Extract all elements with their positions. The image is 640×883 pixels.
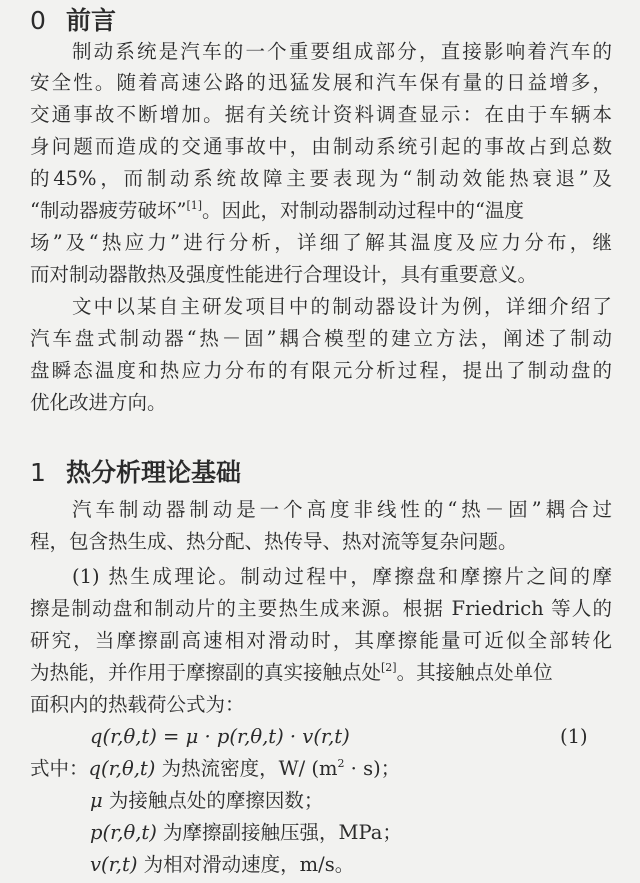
section-heading-0 [30,6,116,36]
section-number: 1 [30,458,46,487]
text-line [30,197,524,225]
section-number: 0 [30,6,46,35]
text-line: 程，包含热生成、热分配、热传导、热对流等复杂问题。 [30,530,518,553]
text-line: 研究，当摩擦副高速相对滑动时，其摩擦能量可近似全部转化 [30,629,612,652]
definition-line [90,819,402,847]
text-line: 面积内的热载荷公式为： [30,693,245,716]
text-line: 而对制动器散热及强度性能进行合理设计，具有重要意义。 [30,263,538,286]
text-line: 安全性。随着高速公路的迅猛发展和汽车保有量的日益增多， [30,71,612,94]
symbol: v(r,t) [90,853,138,876]
citation-ref: [1] [186,199,203,212]
text-line: 身问题而造成的交通事故中，由制动系统引起的事故占到总数 [30,135,612,158]
symbol: q(r,θ,t) [88,757,156,780]
definition-line [30,755,400,783]
definition-line [90,787,323,815]
text-line: 优化改进方向。 [30,391,167,414]
definition-text: · s)； [344,757,401,780]
text-line: 制动系统是汽车的一个重要组成部分，直接影响着汽车的 [72,40,612,63]
citation-ref: [2] [381,661,397,674]
text-segment: 。因此，对制动器制动过程中的“温度 [202,199,525,222]
symbol: μ [90,789,103,812]
definition-text: 为接触点处的摩擦因数； [102,789,324,812]
definition-text: 为相对滑动速度，m/s。 [137,853,355,876]
text-line: 汽车盘式制动器“热－固”耦合模型的建立方法，阐述了制动 [30,327,612,350]
definition-line [90,851,354,879]
text-line: 汽车制动器制动是一个高度非线性的“热－固”耦合过 [72,498,612,521]
text-line [30,659,553,687]
symbol: p(r,θ,t) [90,821,157,844]
text-line: 擦是制动盘和制动片的主要热生成来源。根据 Friedrich 等人的 [30,597,612,620]
superscript: 2 [337,757,345,770]
where-label: 式中： [30,757,89,780]
section-title: 前言 [66,6,117,35]
text-line: 的45%，而制动系统故障主要表现为“制动效能热衰退”及 [30,167,612,190]
text-line: 交通事故不断增加。据有关统计资料调查显示：在由于车辆本 [30,103,612,126]
section-heading-1 [30,458,241,488]
text-line: 盘瞬态温度和热应力分布的有限元分析过程，提出了制动盘的 [30,359,612,382]
text-line: (1) 热生成理论。制动过程中，摩擦盘和摩擦片之间的摩 [72,565,612,588]
text-line: 文中以某自主研发项目中的制动器设计为例，详细介绍了 [72,295,612,318]
text-segment: 为热能，并作用于摩擦副的真实接触点处 [30,661,382,684]
definition-text: 为热流密度，W/ (m [155,757,338,780]
section-title: 热分析理论基础 [66,458,242,487]
equation-number: (1) [560,725,588,748]
equation: q(r,θ,t) = μ · p(r,θ,t) · v(r,t) [90,725,350,748]
text-segment: “制动器疲劳破坏” [30,199,187,222]
text-segment: 。其接触点处单位 [396,661,553,684]
text-line: 场”及“热应力”进行分析，详细了解其温度及应力分布，继 [30,231,612,254]
definition-text: 为摩擦副接触压强，MPa； [156,821,402,844]
